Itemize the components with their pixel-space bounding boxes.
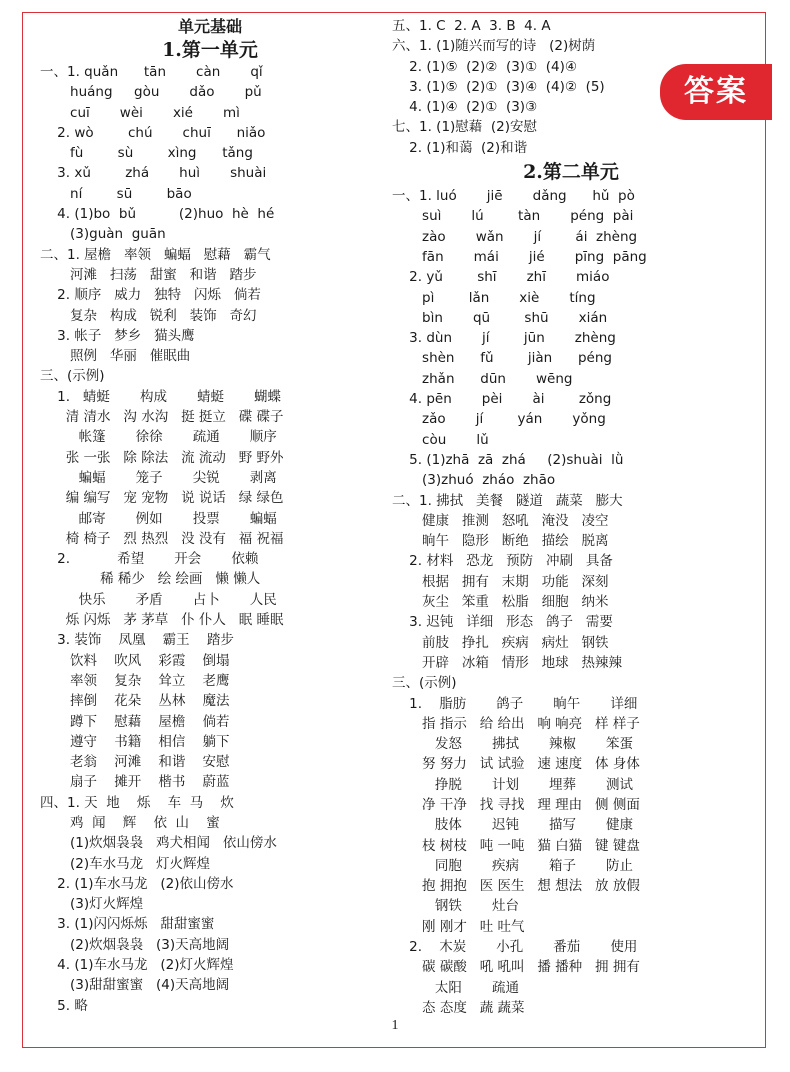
answer-line: 邮寄 例如 投票 蝙蝠 bbox=[40, 510, 277, 527]
answer-line: 3. (1)⑤ (2)① (3)④ (4)② (5) bbox=[392, 78, 605, 95]
answer-line: 碳 碳酸 吼 吼叫 播 播种 拥 拥有 bbox=[392, 959, 640, 976]
answer-line: 烁 闪烁 茅 茅草 仆 仆人 眠 睡眠 bbox=[40, 612, 284, 629]
answer-line: 3. dùn jí jūn zhèng bbox=[392, 330, 616, 347]
answer-line: 3. 帐子 梦乡 猫头鹰 bbox=[40, 327, 195, 344]
answer-line: zào wǎn jí ái zhèng bbox=[392, 228, 638, 245]
answer-line: 遵守 书籍 相信 躺下 bbox=[40, 733, 230, 750]
answer-line: 六、1. (1)随兴而写的诗 (2)树荫 bbox=[392, 38, 596, 55]
answer-line: 七、1. (1)慰藉 (2)安慰 bbox=[392, 119, 537, 136]
answer-line: 四、1. 天 地 烁 车 马 炊 bbox=[40, 794, 234, 811]
answer-line: (3)甜甜蜜蜜 (4)天高地阔 bbox=[40, 977, 230, 994]
answer-line: 饮料 吹风 彩霞 倒塌 bbox=[40, 652, 230, 669]
answer-line: 指 指示 给 给出 响 响亮 样 样子 bbox=[392, 715, 640, 732]
answer-line: 一、1. luó jiē dǎng hǔ pò bbox=[392, 188, 635, 205]
answer-line: zǎo jí yán yǒng bbox=[392, 411, 606, 428]
answer-line: 照例 华丽 催眠曲 bbox=[40, 348, 191, 365]
answer-line: 3. 迟钝 详细 形态 鸽子 需要 bbox=[392, 614, 613, 631]
answer-line: 摔倒 花朵 丛林 魔法 bbox=[40, 693, 230, 710]
answer-line: 3. 装饰 凤凰 霸王 踏步 bbox=[40, 632, 234, 649]
unit1-answers bbox=[40, 62, 380, 1016]
answer-line: (3)灯火辉煌 bbox=[40, 896, 144, 913]
answer-line: 4. (1)④ (2)① (3)③ bbox=[392, 99, 538, 116]
answer-line: 3. (1)闪闪烁烁 甜甜蜜蜜 bbox=[40, 916, 215, 933]
answer-line: 1. 脂肪 鸽子 晌午 详细 bbox=[392, 695, 638, 712]
answer-line: 2. 顺序 威力 独特 闪烁 倘若 bbox=[40, 287, 261, 304]
answer-line: 根据 拥有 末期 功能 深刻 bbox=[392, 573, 609, 590]
answer-line: 5. (1)zhā zā zhá (2)shuài lǜ bbox=[392, 451, 624, 468]
answer-line: 挣脱 计划 埋葬 测试 bbox=[392, 776, 634, 793]
answer-badge: 答案 bbox=[660, 64, 772, 120]
answer-line: 2. (1)⑤ (2)② (3)① (4)④ bbox=[392, 58, 577, 75]
answer-line: 刚 刚才 吐 吐气 bbox=[392, 918, 525, 935]
left-column bbox=[40, 16, 380, 1016]
answer-line: 老翁 河滩 和谐 安慰 bbox=[40, 754, 230, 771]
answer-line: 一、1. quǎn tān càn qǐ bbox=[40, 64, 263, 80]
answer-line: fān mái jié pīng pāng bbox=[392, 248, 647, 265]
answer-line: 发怒 拂拭 辣椒 笨蛋 bbox=[392, 736, 634, 753]
answer-line: 3. xǔ zhá huì shuài bbox=[40, 165, 267, 182]
right-column bbox=[392, 16, 750, 1018]
answer-line: 二、1. 屋檐 率领 蝙蝠 慰藉 霸气 bbox=[40, 246, 271, 263]
answer-line: zhǎn dūn wēng bbox=[392, 370, 573, 387]
page-number: 1 bbox=[391, 1018, 399, 1033]
answer-line: 4. (1)车水马龙 (2)灯火辉煌 bbox=[40, 957, 234, 974]
answer-line: 张 一张 除 除法 流 流动 野 野外 bbox=[40, 449, 284, 466]
answer-line: 太阳 疏通 bbox=[392, 979, 519, 996]
answer-line: 努 努力 试 试验 速 速度 体 身体 bbox=[392, 756, 640, 773]
answer-line: 2. 木炭 小孔 番茄 使用 bbox=[392, 939, 638, 956]
answer-line: 蝙蝠 笼子 尖锐 剥离 bbox=[40, 469, 277, 486]
answer-line: 编 编写 宠 宠物 说 说话 绿 绿色 bbox=[40, 490, 284, 507]
answer-line: 2. 材料 恐龙 预防 冲刷 具备 bbox=[392, 553, 613, 570]
answer-line: 晌午 隐形 断绝 描绘 脱离 bbox=[392, 533, 609, 550]
answer-line: 态 态度 蔬 蔬菜 bbox=[392, 999, 525, 1016]
answer-line: 2. wò chú chuī niǎo bbox=[40, 124, 266, 141]
answer-line: (1)炊烟袅袅 鸡犬相闻 依山傍水 bbox=[40, 835, 277, 852]
answer-line: shèn fǔ jiàn péng bbox=[392, 350, 612, 367]
answer-line: 灰尘 笨重 松脂 细胞 纳米 bbox=[392, 594, 609, 611]
answer-line: 复杂 构成 锐利 装饰 奇幻 bbox=[40, 307, 257, 324]
answer-line: 率领 复杂 耸立 老鹰 bbox=[40, 672, 230, 689]
answer-line: 椅 椅子 烈 热烈 没 没有 福 祝福 bbox=[40, 530, 284, 547]
unit2-answers bbox=[392, 186, 750, 1018]
answer-line: 二、1. 拂拭 美餐 隧道 蔬菜 膨大 bbox=[392, 492, 623, 509]
answer-line: huáng gòu dǎo pǔ bbox=[40, 84, 262, 101]
answer-line: 1. 蜻蜓 构成 蜻蜓 蝴蝶 bbox=[40, 388, 282, 405]
answer-line: 河滩 扫荡 甜蜜 和谐 踏步 bbox=[40, 266, 257, 283]
answer-line: 2. (1)和蔼 (2)和谐 bbox=[392, 139, 528, 156]
section-title: 单元基础 bbox=[177, 17, 242, 36]
answer-line: 净 干净 找 寻找 理 理由 侧 侧面 bbox=[392, 796, 640, 813]
answer-line: cuī wèi xié mì bbox=[40, 104, 240, 121]
answer-line: suì lú tàn péng pài bbox=[392, 208, 634, 225]
answer-line: 五、1. C 2. A 3. B 4. A bbox=[392, 18, 551, 34]
unit1-title: 1.第一单元 bbox=[162, 39, 258, 61]
answer-line: 抱 拥抱 医 医生 想 想法 放 放假 bbox=[392, 878, 640, 895]
answer-line: 扇子 摊开 楷书 蔚蓝 bbox=[40, 774, 230, 791]
answer-line: 钢铁 灶台 bbox=[392, 898, 519, 915]
answer-line: còu lǔ bbox=[392, 431, 489, 448]
answer-line: 稀 稀少 绘 绘画 懒 懒人 bbox=[40, 571, 261, 588]
answer-line: 帐篷 徐徐 疏通 顺序 bbox=[40, 429, 277, 446]
answer-line: 清 清水 沟 水沟 挺 挺立 碟 碟子 bbox=[40, 409, 284, 426]
answer-line: 4. (1)bo bǔ (2)huo hè hé bbox=[40, 206, 275, 223]
answer-line: 三、(示例) bbox=[40, 368, 105, 385]
unit2-title: 2.第二单元 bbox=[523, 161, 619, 184]
answer-line: fù sù xìng tǎng bbox=[40, 145, 253, 162]
answer-line: 枝 树枝 吨 一吨 猫 白猫 键 键盘 bbox=[392, 837, 640, 854]
answer-line: 鸡 闻 辉 依 山 蜜 bbox=[40, 814, 220, 831]
answer-line: 蹲下 慰藉 屋檐 倘若 bbox=[40, 713, 230, 730]
answer-line: 肢体 迟钝 描写 健康 bbox=[392, 817, 634, 834]
answer-line: (3)guàn guān bbox=[40, 226, 166, 243]
unit1-answers-continued bbox=[392, 16, 750, 158]
answer-line: bìn qū shū xián bbox=[392, 309, 608, 326]
answer-line: (2)车水马龙 灯火辉煌 bbox=[40, 855, 211, 872]
answer-line: 健康 推测 怒吼 淹没 凌空 bbox=[392, 512, 609, 529]
answer-line: 4. pēn pèi ài zǒng bbox=[392, 391, 612, 408]
answer-line: (2)炊烟袅袅 (3)天高地阔 bbox=[40, 936, 230, 953]
answer-line: 快乐 矛盾 占卜 人民 bbox=[40, 591, 277, 608]
answer-line: 5. 略 bbox=[40, 997, 88, 1014]
answer-line: 2. 希望 开会 依赖 bbox=[40, 551, 259, 568]
answer-line: 2. yǔ shī zhī miáo bbox=[392, 269, 610, 286]
answer-line: 开辟 冰箱 情形 地球 热辣辣 bbox=[392, 654, 623, 671]
answer-line: ní sū bāo bbox=[40, 185, 192, 202]
answer-line: 前肢 挣扎 疾病 病灶 钢铁 bbox=[392, 634, 609, 651]
answer-line: 三、(示例) bbox=[392, 675, 457, 692]
answer-line: (3)zhuó zháo zhāo bbox=[392, 472, 556, 489]
answer-line: pì lǎn xiè tíng bbox=[392, 289, 596, 306]
answer-line: 2. (1)车水马龙 (2)依山傍水 bbox=[40, 875, 234, 892]
answer-line: 同胞 疾病 箱子 防止 bbox=[392, 857, 634, 874]
